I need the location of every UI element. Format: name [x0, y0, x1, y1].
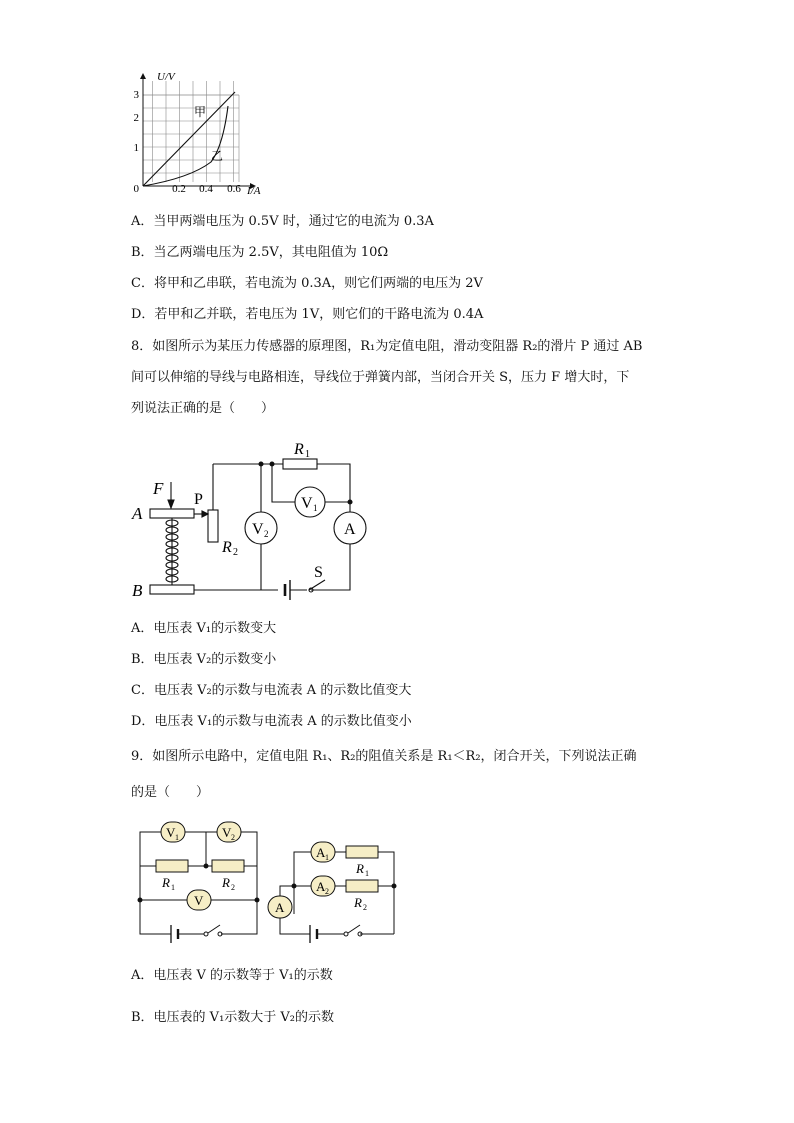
q7-option-d[interactable]: D．若甲和乙并联，若电压为 1V，则它们的干路电流为 0.4A: [131, 307, 484, 322]
circuit-q9-parallel: [266, 818, 416, 946]
x-tick-02: 0.2: [172, 183, 186, 195]
q9-option-a[interactable]: A．电压表 V 的示数等于 V₁的示数: [131, 968, 333, 983]
label-yi: 乙: [211, 149, 224, 163]
y-tick-3: 3: [133, 89, 139, 101]
q8-stem-line3: 列说法正确的是（ ）: [131, 401, 275, 416]
label-v2-sub: 2: [264, 529, 269, 539]
circuit-q8: [128, 430, 368, 605]
wire-top: [213, 464, 350, 512]
resistor-r2: [208, 510, 218, 542]
label-s: S: [314, 564, 323, 581]
x-tick-04: 0.4: [199, 183, 213, 195]
q8-stem-line2: 间可以伸缩的导线与电路相连，导线位于弹簧内部，当闭合开关 S，压力 F 增大时，下: [131, 370, 630, 385]
label-v2-sub: 2: [231, 833, 235, 842]
q7-option-a[interactable]: A．当甲两端电压为 0.5V 时，通过它的电流为 0.3A: [131, 214, 434, 229]
graph-grid: [143, 81, 239, 182]
ui-graph: [135, 66, 270, 198]
label-a: A: [275, 900, 285, 915]
label-r2: R: [222, 539, 232, 556]
q7-option-b[interactable]: B．当乙两端电压为 2.5V，其电阻值为 10Ω: [131, 245, 389, 260]
label-p: P: [194, 491, 203, 508]
spring: [166, 518, 178, 585]
label-jia: 甲: [194, 105, 207, 119]
bar-b: [150, 585, 194, 594]
resistor-r1: [283, 459, 317, 469]
label-r2-sub: 2: [363, 903, 367, 912]
label-r1-sub: 1: [365, 869, 369, 878]
label-a2-sub: 2: [325, 887, 329, 896]
label-r1-sub: 1: [305, 449, 310, 460]
circuit-q9-series: [134, 818, 264, 946]
label-r2: R: [354, 895, 362, 910]
label-v2: V: [222, 825, 232, 840]
label-v1: V: [301, 495, 313, 512]
label-f: F: [153, 479, 164, 498]
q8-option-d[interactable]: D．电压表 V₁的示数与电流表 A 的示数比值变小: [131, 714, 412, 729]
label-v1-sub: 1: [313, 503, 318, 513]
resistor-r1: [346, 846, 378, 858]
label-v: V: [194, 893, 204, 908]
x-tick-06: 0.6: [227, 183, 241, 195]
y-tick-2: 2: [133, 112, 139, 124]
label-a2: A: [316, 879, 326, 894]
x-axis-label: I/A: [247, 185, 261, 197]
y-tick-1: 1: [133, 142, 139, 154]
label-v1: V: [166, 825, 176, 840]
label-r2: R: [222, 875, 230, 890]
q8-option-c[interactable]: C．电压表 V₂的示数与电流表 A 的示数比值变大: [131, 683, 412, 698]
q9-option-b[interactable]: B．电压表的 V₁示数大于 V₂的示数: [131, 1010, 335, 1025]
resistor-r2: [346, 880, 378, 892]
resistor-r1: [156, 860, 188, 872]
bar-a: [150, 509, 194, 518]
label-r1: R: [162, 875, 170, 890]
q8-option-b[interactable]: B．电压表 V₂的示数变小: [131, 652, 277, 667]
switch-s[interactable]: [309, 580, 325, 590]
resistor-r2: [212, 860, 244, 872]
q7-option-c[interactable]: C．将甲和乙串联，若电流为 0.3A，则它们两端的电压为 2V: [131, 276, 483, 291]
q9-stem-line1: 9．如图所示电路中，定值电阻 R₁、R₂的阻值关系是 R₁＜R₂，闭合开关，下列说法正确: [131, 749, 637, 764]
q9-stem-line2: 的是（ ）: [131, 785, 210, 800]
label-ammeter: A: [344, 521, 356, 538]
q8-stem-line1: 8．如图所示为某压力传感器的原理图，R₁为定值电阻，滑动变阻器 R₂的滑片 P 通过 AB: [131, 339, 643, 354]
label-a1-sub: 1: [325, 853, 329, 862]
label-b-bar: B: [132, 581, 143, 600]
label-r2-sub: 2: [231, 883, 235, 892]
label-r1: R: [294, 441, 304, 458]
q8-option-a[interactable]: A．电压表 V₁的示数变大: [131, 621, 277, 636]
label-r1: R: [356, 861, 364, 876]
label-a-bar: A: [132, 504, 143, 523]
switch[interactable]: [208, 925, 220, 933]
label-v2: V: [252, 521, 264, 538]
y-axis-label: U/V: [157, 71, 175, 83]
label-a1: A: [316, 845, 326, 860]
origin-label: 0: [133, 183, 139, 195]
label-v1-sub: 1: [175, 833, 179, 842]
label-r1-sub: 1: [171, 883, 175, 892]
switch[interactable]: [348, 925, 360, 933]
curve-yi: [143, 106, 228, 186]
label-r2-sub: 2: [233, 547, 238, 558]
